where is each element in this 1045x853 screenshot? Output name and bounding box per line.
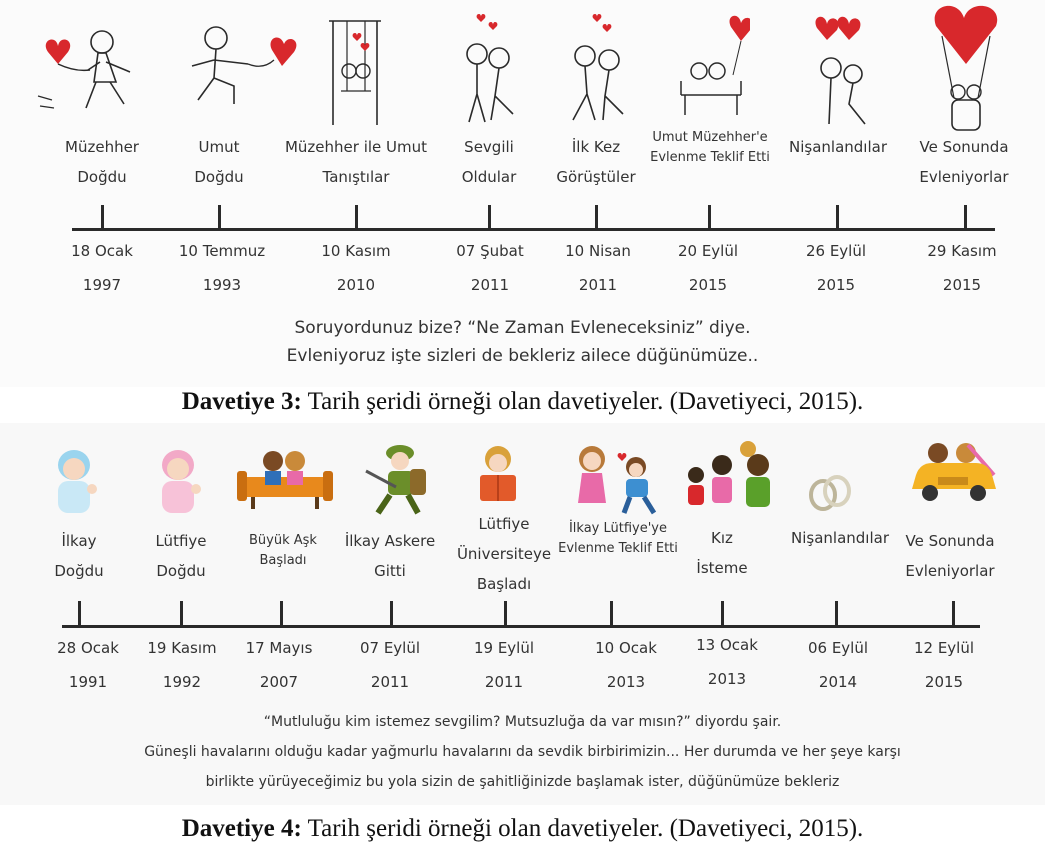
event-label: İlk Kez Görüştüler: [556, 138, 636, 186]
heart-hot-air-balloon-icon: [928, 2, 1006, 137]
timeline-tick: [180, 601, 183, 625]
timeline-tick: [964, 205, 967, 229]
girl-with-heart-balloon-icon: [30, 12, 150, 122]
invitation-message: Soruyordunuz bize? “Ne Zaman Evleneceksiniz” diye. Evleniyoruz işte sizleri de bekleriz ailece düğünümüze..: [286, 318, 759, 366]
event-date: 06 Eylül 2014: [807, 639, 869, 691]
event-date: 10 Kasım 2010: [321, 242, 391, 294]
timeline-tick: [721, 601, 724, 625]
timeline-tick: [355, 205, 358, 229]
event-date: 10 Ocak 2013: [595, 639, 657, 691]
event-label: İlkay Doğdu: [54, 532, 104, 580]
event-label: Lütfiye Üniversiteye Başladı: [456, 515, 552, 593]
event-date: 12 Eylül 2015: [913, 639, 975, 691]
event-date: 18 Ocak 1997: [71, 242, 133, 294]
event-date: 19 Kasım 1992: [147, 639, 217, 691]
event-label: Kız İsteme: [696, 529, 748, 577]
timeline-tick: [708, 205, 711, 229]
timeline-tick: [504, 601, 507, 625]
event-label: İlkay Askere Gitti: [344, 532, 436, 580]
timeline-axis: [72, 228, 995, 231]
invitation-panel-2: [0, 423, 1045, 805]
baby-boy-icon: [48, 445, 104, 517]
timeline-tick: [836, 205, 839, 229]
timeline-tick: [218, 205, 221, 229]
figure-caption: Davetiye 3: Tarih şeridi örneği olan davetiyeler. (Davetiyeci, 2015).: [181, 388, 864, 415]
wedding-car-icon: [908, 439, 1000, 511]
girl-reading-book-icon: [474, 443, 522, 507]
event-label: Nişanlandılar: [791, 529, 889, 547]
timeline-tick: [390, 601, 393, 625]
couple-kissing-icon: [455, 10, 525, 125]
event-date: 17 Mayıs 2007: [245, 639, 313, 691]
timeline-tick: [78, 601, 81, 625]
couple-on-bench-icon: [675, 15, 750, 120]
figure-caption: Davetiye 4: Tarih şeridi örneği olan davetiyeler. (Davetiyeci, 2015).: [181, 815, 864, 842]
event-label: Ve Sonunda Evleniyorlar: [919, 138, 1009, 186]
timeline-tick: [610, 601, 613, 625]
event-date: 20 Eylül 2015: [677, 242, 739, 294]
timeline-tick: [952, 601, 955, 625]
engaged-couple-icon: [805, 12, 875, 127]
family-group-icon: [678, 435, 782, 519]
event-date: 19 Eylül 2011: [473, 639, 535, 691]
couple-proposal-icon: [572, 443, 662, 517]
timeline-tick: [101, 205, 104, 229]
event-label: Lütfiye Doğdu: [155, 532, 207, 580]
wedding-rings-icon: [805, 471, 855, 513]
event-date: 07 Eylül 2011: [359, 639, 421, 691]
couple-on-swing-icon: [325, 15, 385, 130]
event-date: 28 Ocak 1991: [57, 639, 119, 691]
timeline-tick: [280, 601, 283, 625]
baby-girl-icon: [152, 445, 208, 517]
soldier-icon: [360, 441, 432, 517]
couple-on-sofa-icon: [237, 443, 333, 513]
event-date: 13 Ocak 2013: [696, 636, 758, 688]
event-label: Sevgili Oldular: [461, 138, 517, 186]
event-label: İlkay Lütfiye'ye Evlenme Teklif Etti: [558, 521, 678, 556]
event-label: Büyük Aşk Başladı: [249, 533, 317, 568]
event-label: Müzehher Doğdu: [65, 138, 139, 186]
timeline-tick: [595, 205, 598, 229]
event-date: 10 Nisan 2011: [565, 242, 631, 294]
event-label: Nişanlandılar: [789, 138, 887, 156]
timeline-tick: [488, 205, 491, 229]
boy-with-heart-balloon-icon: [178, 20, 303, 120]
timeline-axis: [62, 625, 980, 628]
event-date: 29 Kasım 2015: [927, 242, 997, 294]
invitation-message: “Mutluluğu kim istemez sevgilim? Mutsuzluğa da var mısın?” diyordu şair. Güneşli havalarını olduğu kadar yağmurlu havalarını da sevdik birbirimizin... Her durumda ve her şeye karşı birlikte yürüyeceğimiz bu yola sizin de şahitliğinizde başlamak ister, düğünümüze bekleriz: [144, 714, 901, 790]
event-label: Umut Doğdu: [194, 138, 244, 186]
event-label: Müzehher ile Umut Tanıştılar: [284, 138, 428, 186]
invitation-panel-1: [0, 0, 1045, 387]
event-date: 07 Şubat 2011: [456, 242, 524, 294]
event-date: 26 Eylül 2015: [805, 242, 867, 294]
event-label: Umut Müzehher'e Evlenme Teklif Etti: [650, 130, 770, 165]
event-date: 10 Temmuz 1993: [178, 242, 266, 294]
couple-hugging-icon: [565, 10, 635, 125]
timeline-tick: [835, 601, 838, 625]
event-label: Ve Sonunda Evleniyorlar: [905, 532, 995, 580]
